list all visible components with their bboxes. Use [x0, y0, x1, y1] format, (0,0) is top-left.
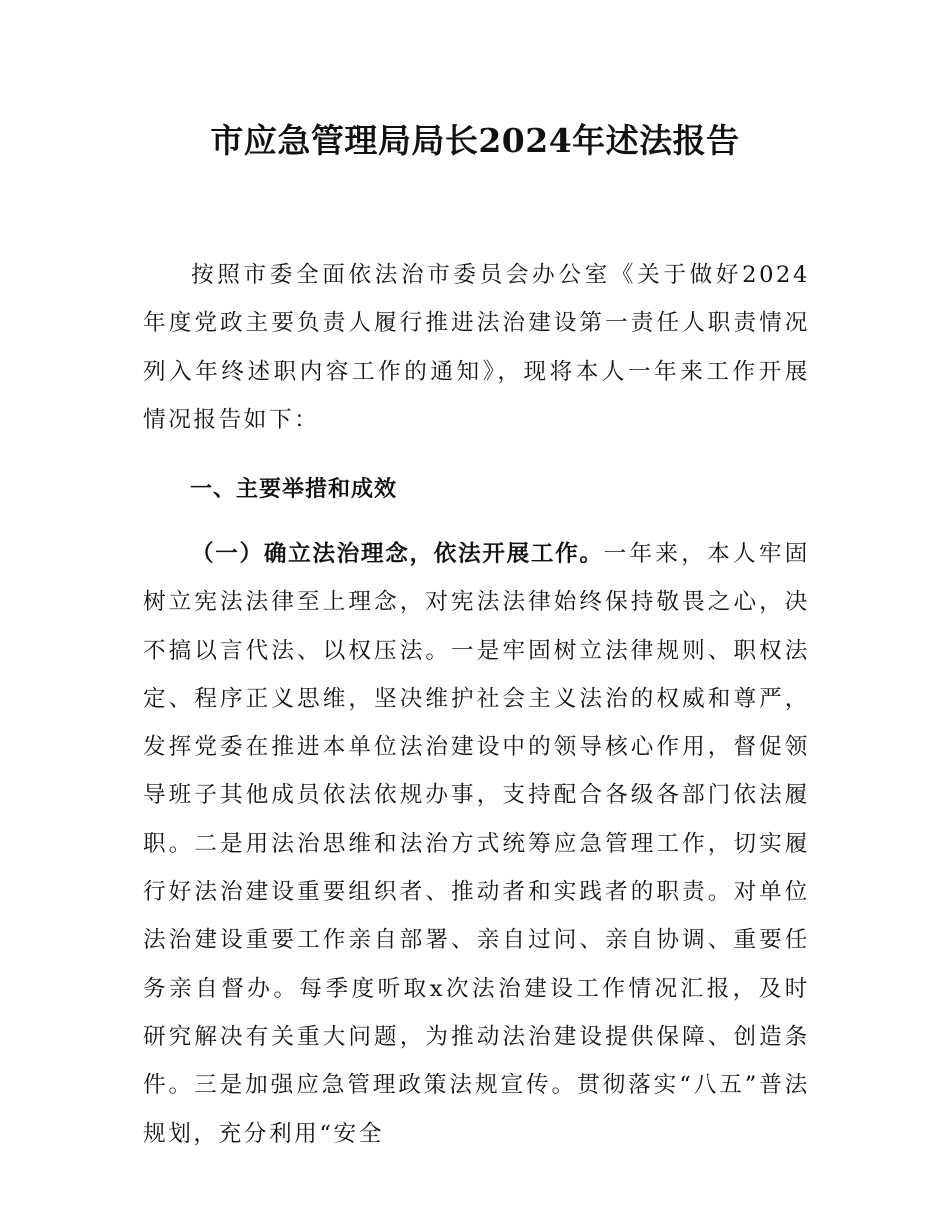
intro-paragraph: 按照市委全面依法治市委员会办公室《关于做好2024年度党政主要负责人履行推进法治建设第一责任人职责情况列入年终述职内容工作的通知》，现将本人一年来工作开展情况报告如下： [143, 262, 810, 433]
document-title: 市应急管理局局长2024年述法报告 [210, 121, 740, 160]
subsection-body: 一年来，本人牢固树立宪法法律至上理念，对宪法法律始终保持敬畏之心，决不搞以言代法、以权压法。一是牢固树立法律规则、职权法定、程序正义思维，坚决维护社会主义法治的权威和尊严，发挥党委在推进本单位法治建设中的领导核心作用，督促领导班子其他成员依法依规办事，支持配合各级各部门依法履职。二是用法治思维和法治方式统筹应急管理工作，切实履行好法治建设重要组织者、推动者和实践者的职责。对单位法治建设重要工作亲自部署、亲自过问、亲自协调、重要任务亲自督办。每季度听取x次法治建设工作情况汇报，及时研究解决有关重大问题，为推动法治建设提供保障、创造条件。三是加强应急管理政策法规宣传。贯彻落实“八五”普法规划，充分利用“安全 [143, 541, 810, 1147]
subsection-lead: （一）确立法治理念，依法开展工作。 [191, 541, 604, 567]
section-heading: 一、主要举措和成效 [190, 477, 398, 502]
subsection-paragraph [143, 530, 810, 1158]
